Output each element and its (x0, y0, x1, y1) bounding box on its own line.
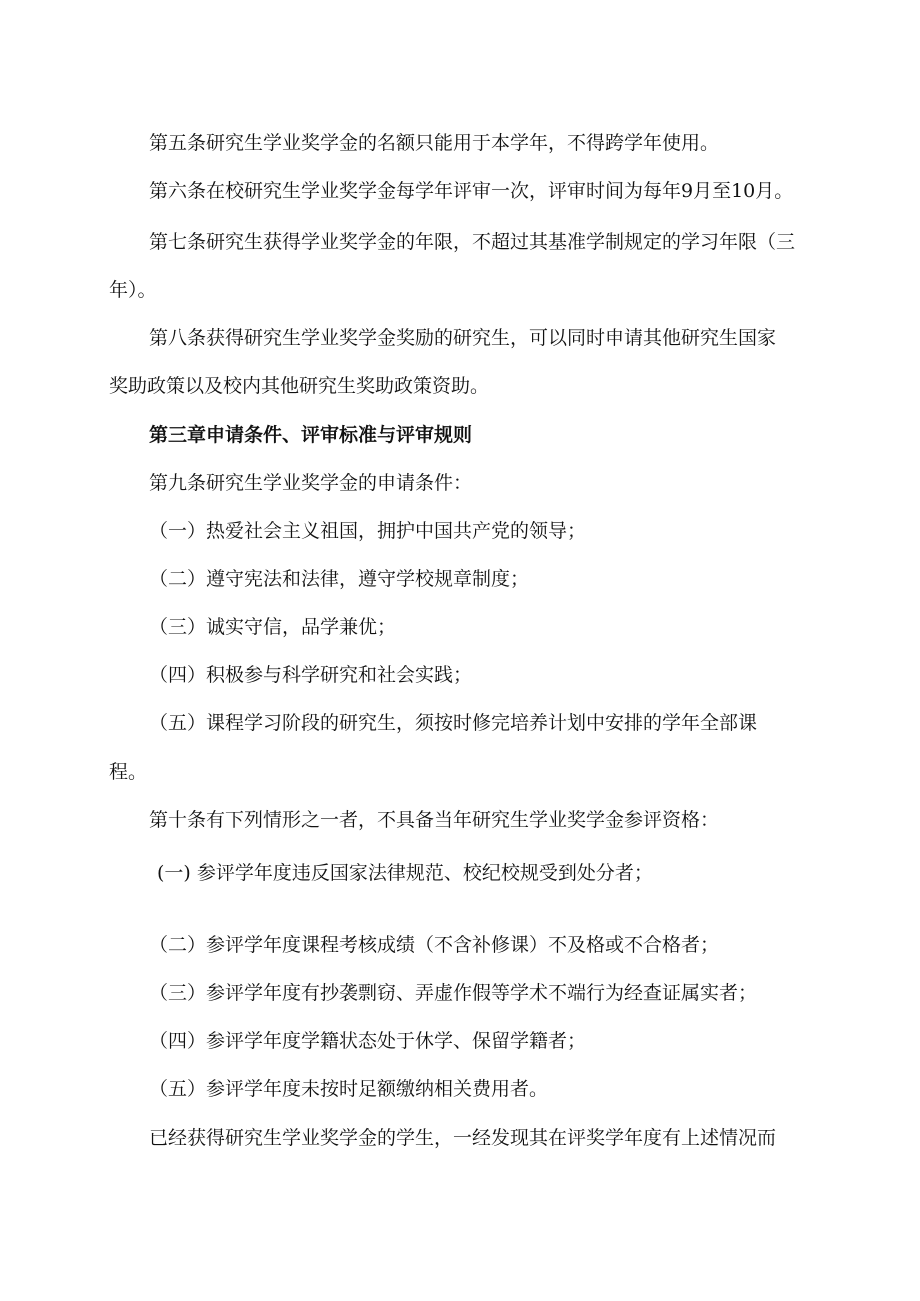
article-10-text: 第十条有下列情形之一者，不具备当年研究生学业奖学金参评资格： (149, 809, 720, 831)
article-9-text: 第九条研究生学业奖学金的申请条件： (149, 472, 473, 494)
article-9-condition-2: （二）遵守宪法和法律，遵守学校规章制度； (149, 568, 530, 590)
article-9-condition-3: （三）诚实守信，品学兼优； (149, 616, 397, 638)
article-5-text: 第五条研究生学业奖学金的名额只能用于本学年，不得跨学年使用。 (149, 132, 720, 154)
article-9-condition-5-line-2: 程。 (109, 761, 148, 783)
article-6-text: 第六条在校研究生学业奖学金每学年评审一次，评审时间为每年9月至10月。 (149, 180, 794, 202)
article-9-condition-4: （四）积极参与科学研究和社会实践； (149, 664, 473, 686)
article-8-text-line-2: 奖助政策以及校内其他研究生奖助政策资助。 (109, 375, 490, 397)
article-10-case-1: (一) 参评学年度违反国家法律规范、校纪校规受到处分者； (157, 862, 653, 884)
article-10-case-3: （三）参评学年度有抄袭剽窃、弄虚作假等学术不端行为经查证属实者； (149, 982, 758, 1004)
article-9-condition-1: （一）热爱社会主义祖国，拥护中国共产党的领导； (149, 520, 587, 542)
article-7-text-line-1: 第七条研究生获得学业奖学金的年限，不超过其基准学制规定的学习年限（三 (149, 231, 796, 253)
article-7-text-line-2: 年）。 (109, 279, 157, 301)
article-10-case-5: （五）参评学年度未按时足额缴纳相关费用者。 (149, 1078, 549, 1100)
article-9-condition-5-line-1: （五）课程学习阶段的研究生，须按时修完培养计划中安排的学年全部课 (149, 712, 758, 734)
article-8-text-line-1: 第八条获得研究生学业奖学金奖励的研究生，可以同时申请其他研究生国家 (149, 327, 777, 349)
article-10-case-4: （四）参评学年度学籍状态处于休学、保留学籍者； (149, 1030, 587, 1052)
chapter-3-heading: 第三章申请条件、评审标准与评审规则 (149, 424, 473, 446)
closing-paragraph-line-1: 已经获得研究生学业奖学金的学生，一经发现其在评奖学年度有上述情况而 (149, 1127, 777, 1149)
article-10-case-2: （二）参评学年度课程考核成绩（不含补修课）不及格或不合格者； (149, 934, 720, 956)
